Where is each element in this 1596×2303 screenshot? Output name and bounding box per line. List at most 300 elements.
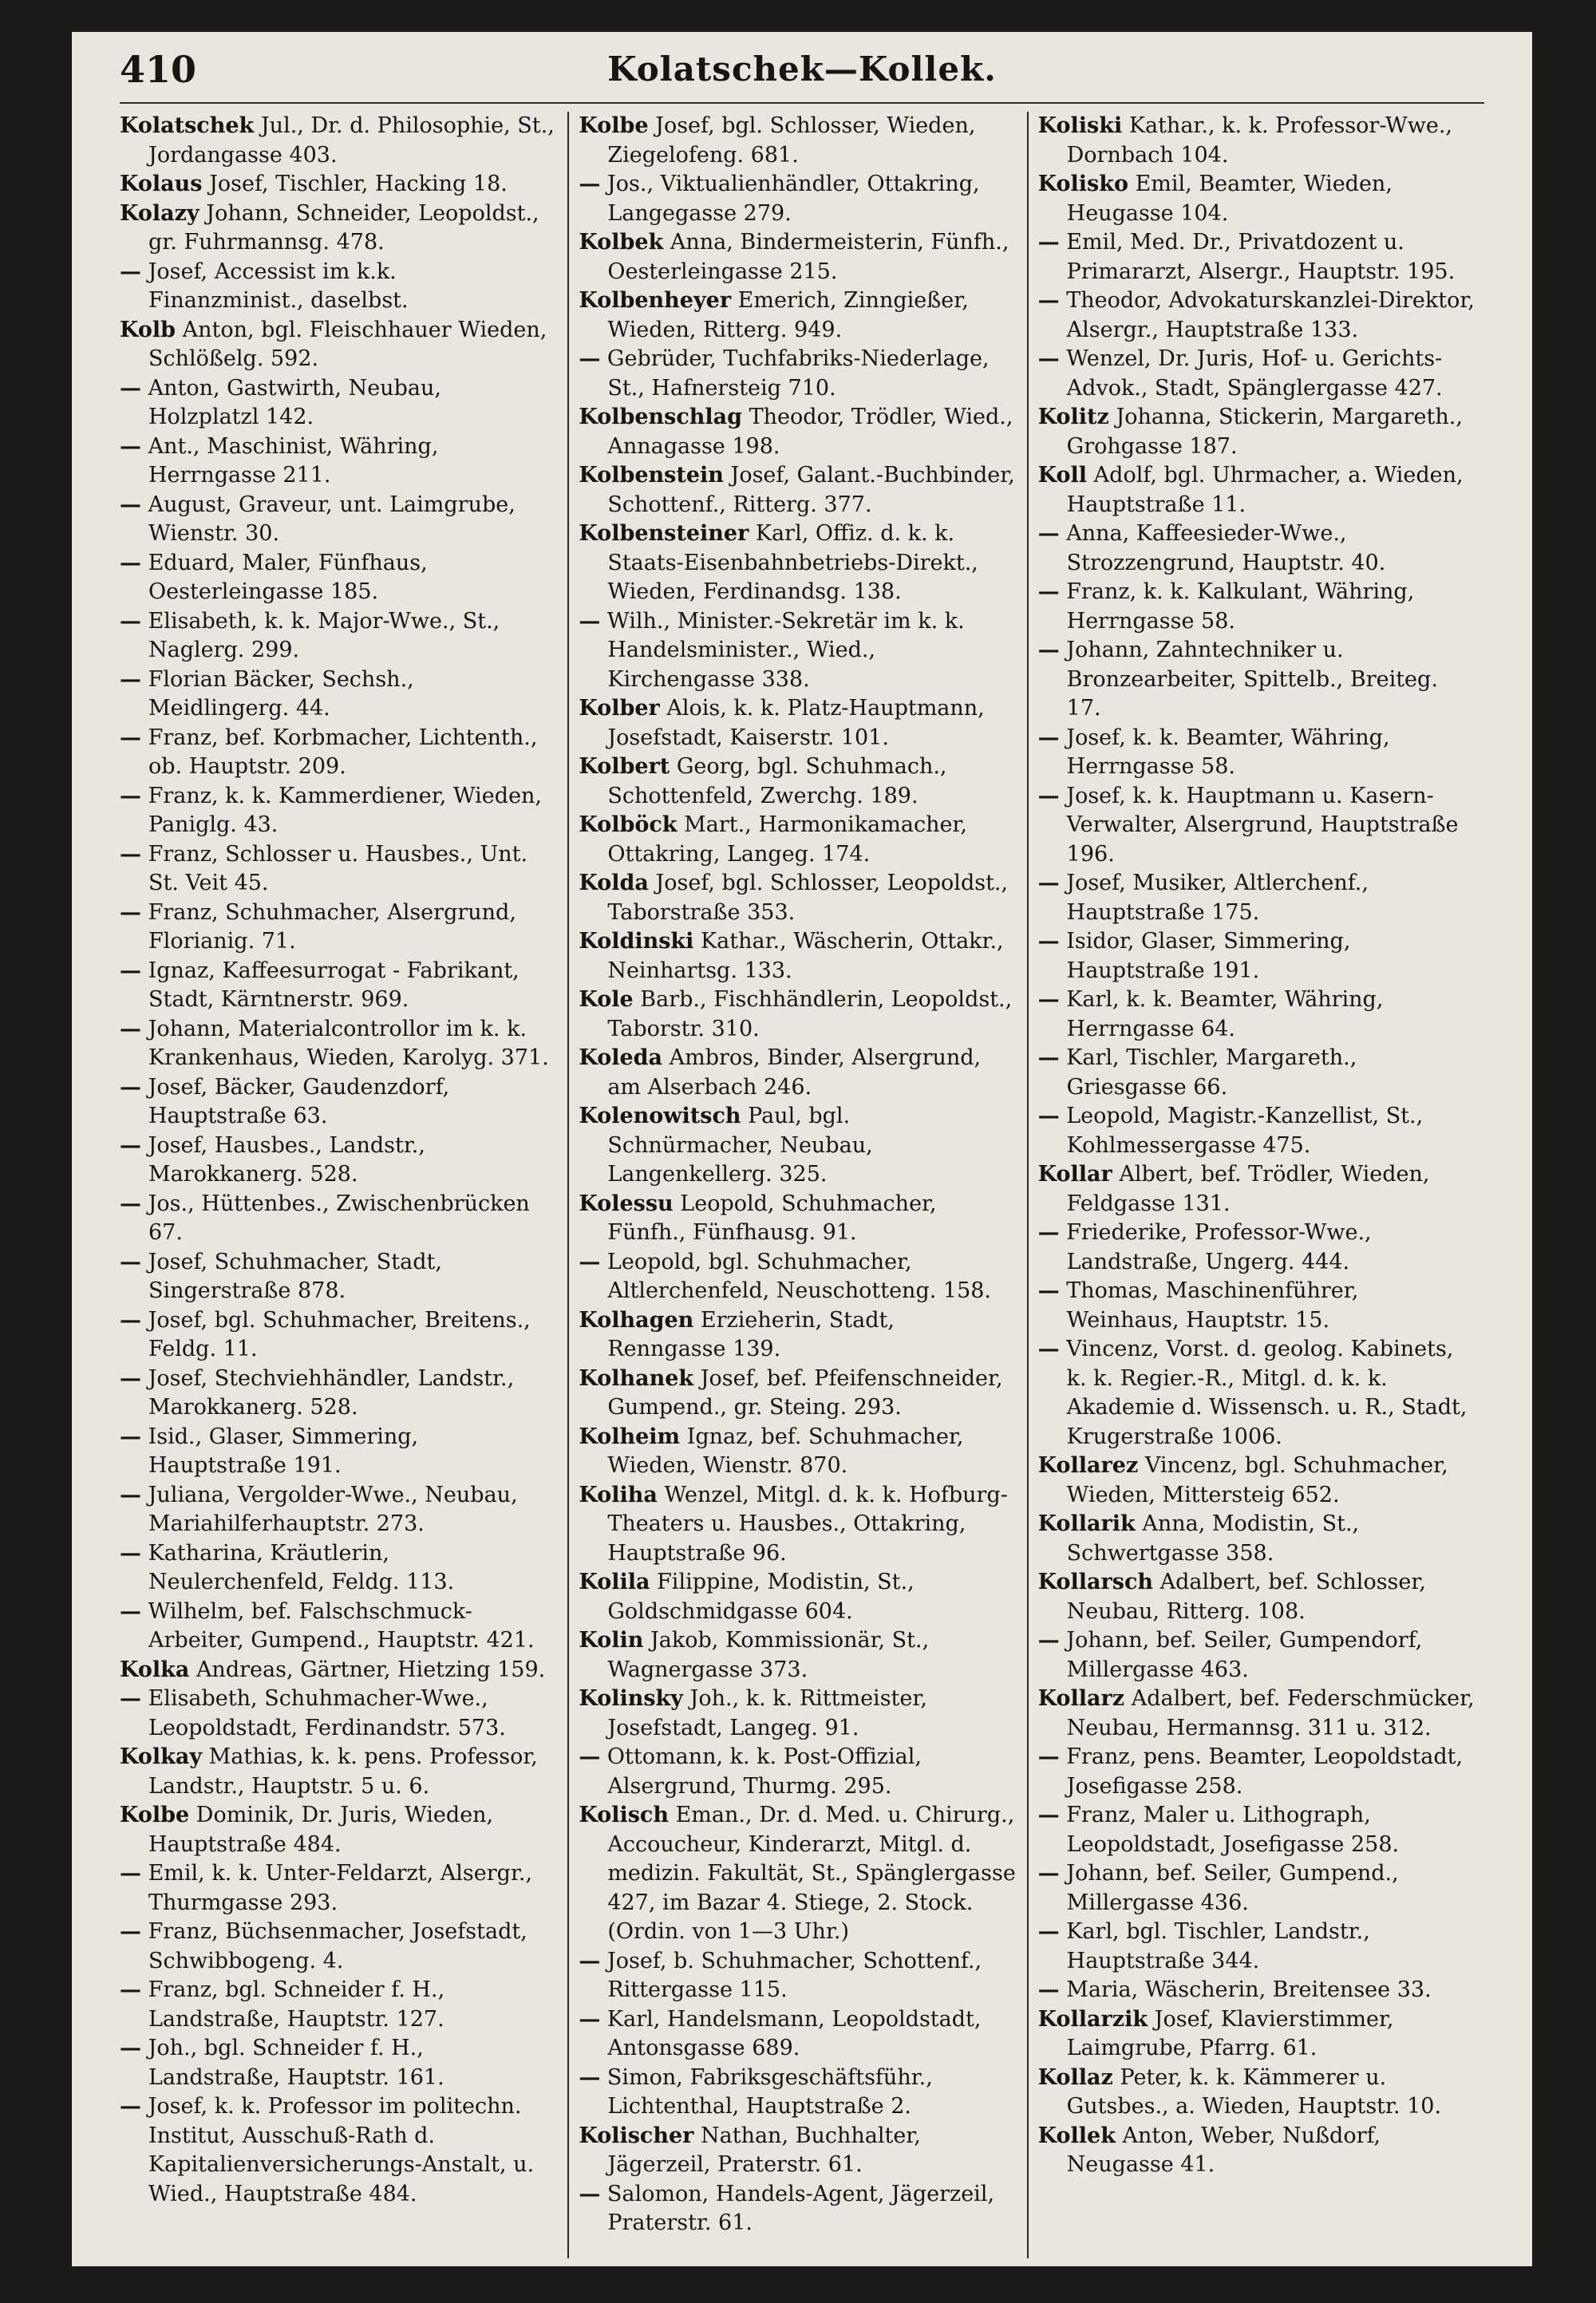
directory-entry [1038, 1743, 1476, 1801]
ditto-dash: — [1037, 1337, 1060, 1361]
entry-details: Josef, bgl. Schuhmacher, Breitens., Feldg. 11. [148, 1307, 531, 1361]
entry-details: Andreas, Gärtner, Hietzing 159. [196, 1657, 546, 1682]
entry-surname: Kollaz [1037, 2064, 1113, 2090]
entry-details: Emil, k. k. Unter-Feldarzt, Alsergr., Thurmgasse 293. [148, 1861, 533, 1915]
entry-details: Josef, Hausbes., Landstr., Marokkanerg. 528. [148, 1132, 425, 1187]
entry-details: Gebrüder, Tuchfabriks-Niederlage, St., Hafnersteig 710. [606, 346, 990, 401]
directory-entry [579, 1190, 1017, 1248]
entry-details: Anna, Kaffeesieder-Wwe., Strozzengrund, Hauptstr. 40. [1066, 521, 1386, 575]
entry-details: Franz, Maler u. Lithograph, Leopoldstadt, Josefigasse 258. [1066, 1803, 1400, 1857]
entry-details: Josef, Stechviehhändler, Landstr., Marokkanerg. 528. [148, 1365, 515, 1420]
entry-details: Ottomann, k. k. Post-Offizial, Alsergrund, Thurmg. 295. [606, 1744, 922, 1799]
directory-entry [120, 491, 558, 549]
entry-details: Jul., Dr. d. Philosophie, St., Jordangasse 403. [148, 113, 555, 168]
entry-details: Friederike, Professor-Wwe., Landstraße, Ungerg. 444. [1066, 1220, 1372, 1274]
entry-details: Georg, bgl. Schuhmach., Schottenfeld, Zwerchg. 189. [607, 754, 947, 808]
entry-details: Kathar., Wäscherin, Ottakr., Neinhartsg. 133. [607, 929, 1004, 983]
entry-details: Franz, bgl. Schneider f. H., Landstraße, Hauptstr. 127. [148, 1977, 445, 2032]
entry-details: Jos., Hüttenbes., Zwischenbrücken 67. [148, 1191, 530, 1245]
entry-details: Johann, bef. Seiler, Gumpend., Millergasse 436. [1066, 1861, 1399, 1915]
entry-details: Johann, bef. Seiler, Gumpendorf, Millergasse 463. [1066, 1628, 1423, 1682]
ditto-dash: — [120, 2036, 141, 2060]
entry-details: Kathar., k. k. Professor-Wwe., Dornbach 104. [1066, 113, 1452, 168]
directory-entry [120, 666, 558, 724]
page-number: 410 [120, 48, 197, 91]
ditto-dash: — [120, 1365, 141, 1391]
directory-entry [579, 1306, 1017, 1365]
directory-entry [1038, 519, 1476, 578]
ditto-dash: — [1037, 1744, 1060, 1769]
entry-details: Vincenz, Vorst. d. geolog. Kabinets, k. k. Regier.-R., Mitgl. d. k. k. Akademie d. Wissensch. u. R., Stadt, Krugerstraße 1006. [1066, 1337, 1468, 1449]
directory-entry [120, 957, 558, 1015]
directory-entry [120, 1656, 558, 1685]
entry-details: Katharina, Kräutlerin, Neulerchenfeld, Feldg. 113. [148, 1540, 455, 1594]
directory-entry [120, 1801, 558, 1859]
directory-entry [1038, 1335, 1476, 1452]
directory-entry [579, 2005, 1017, 2064]
entry-surname: Kolazy [120, 200, 200, 226]
directory-entry [579, 1743, 1017, 1801]
entry-details: Emerich, Zinngießer, Wieden, Ritterg. 949. [607, 288, 969, 342]
directory-entry [120, 1598, 558, 1656]
ditto-dash: — [579, 2181, 601, 2206]
entry-surname: Kolisch [579, 1803, 669, 1827]
directory-entry [1038, 1976, 1476, 2005]
directory-entry [579, 1947, 1017, 2005]
entry-surname: Kolka [120, 1657, 190, 1682]
ditto-dash: — [120, 492, 141, 517]
entry-details: Wilhelm, bef. Falschschmuck-Arbeiter, Gumpend., Hauptstr. 421. [148, 1598, 535, 1653]
directory-entry [579, 345, 1017, 403]
entry-details: Alois, k. k. Platz-Hauptmann, Josefstadt, Kaiserstr. 101. [607, 696, 985, 750]
entry-details: Emil, Beamter, Wieden, Heugasse 104. [1066, 172, 1393, 226]
ditto-dash: — [1037, 638, 1060, 662]
directory-entry [120, 549, 558, 607]
running-head: Kolatschek—Kollek. [607, 49, 997, 89]
entry-details: Isidor, Glaser, Simmering, Hauptstraße 191. [1066, 929, 1351, 983]
directory-entry [1038, 1918, 1476, 1976]
ditto-dash: — [120, 1132, 141, 1158]
entry-details: Anton, Weber, Nußdorf, Neugasse 41. [1066, 2123, 1381, 2177]
directory-entry [579, 170, 1017, 228]
directory-entry [579, 1801, 1017, 1947]
ditto-dash: — [1037, 1220, 1060, 1245]
entry-surname: Kolenowitsch [579, 1104, 741, 1128]
entry-details: Filippine, Modistin, St., Goldschmidgasse 604. [607, 1570, 915, 1624]
entry-details: Maria, Wäscherin, Breitensee 33. [1066, 1977, 1432, 2002]
entry-details: Ant., Maschinist, Währing, Herrngasse 211. [148, 433, 439, 488]
entry-surname: Kolinsky [579, 1686, 683, 1711]
ditto-dash: — [120, 1977, 141, 2002]
ditto-dash: — [579, 172, 601, 196]
directory-entry [579, 986, 1017, 1044]
directory-entry [1038, 1044, 1476, 1102]
entry-details: Johann, Materialcontrollor im k. k. Krankenhaus, Wieden, Karolyg. 371. [148, 1016, 549, 1070]
entry-surname: Kollarsch [1037, 1570, 1154, 1594]
ditto-dash: — [1037, 1919, 1060, 1944]
ditto-dash: — [1037, 1628, 1060, 1653]
entry-details: Ambros, Binder, Alsergrund, am Alserbach 246. [607, 1045, 982, 1100]
ditto-dash: — [1037, 1803, 1060, 1827]
ditto-dash: — [1037, 1104, 1060, 1128]
entry-surname: Kolb [120, 317, 176, 342]
entry-details: Josef, k. k. Beamter, Währing, Herrngasse 58. [1066, 725, 1390, 779]
directory-entry [579, 753, 1017, 811]
directory-entry [579, 519, 1017, 607]
entry-surname: Kollarz [1037, 1686, 1125, 1711]
entry-details: Josef, Klavierstimmer, Laimgrube, Pfarrg. 61. [1066, 2006, 1394, 2060]
entry-details: Joh., k. k. Rittmeister, Josefstadt, Langeg. 91. [607, 1686, 927, 1740]
entry-details: Wilh., Minister.-Sekretär im k. k. Handelsminister., Wied., Kirchengasse 338. [606, 608, 965, 692]
entry-details: Franz, k. k. Kammerdiener, Wieden, Paniglg. 43. [148, 783, 543, 837]
entry-details: Joh., bgl. Schneider f. H., Landstraße, Hauptstr. 161. [148, 2036, 444, 2090]
directory-entry [120, 1859, 558, 1918]
directory-entry [579, 694, 1017, 753]
directory-entry [579, 927, 1017, 986]
entry-details: Theodor, Advokaturskanzlei-Direktor, Alsergr., Hauptstraße 133. [1066, 288, 1475, 342]
entry-surname: Kolhanek [579, 1365, 694, 1391]
directory-entry [1038, 1685, 1476, 1743]
ditto-dash: — [120, 666, 141, 692]
directory-entry [120, 899, 558, 957]
directory-entry [1038, 986, 1476, 1044]
entry-details: Emil, Med. Dr., Privatdozent u. Primararzt, Alsergr., Hauptstr. 195. [1066, 230, 1456, 284]
ditto-dash: — [1037, 1278, 1060, 1303]
entry-surname: Kolbenschlag [579, 405, 743, 429]
directory-entry [120, 1248, 558, 1306]
entry-details: Franz, pens. Beamter, Leopoldstadt, Josefigasse 258. [1066, 1744, 1464, 1799]
directory-entry [120, 840, 558, 899]
directory-entry [579, 2122, 1017, 2180]
directory-entry [1038, 345, 1476, 403]
ditto-dash: — [120, 1598, 141, 1624]
entry-details: Josef, b. Schuhmacher, Schottenf., Rittergasse 115. [606, 1948, 982, 2002]
ditto-dash: — [120, 1249, 141, 1274]
entry-details: Ignaz, bef. Schuhmacher, Wieden, Wienstr. 870. [607, 1424, 964, 1478]
entry-details: Johann, Schneider, Leopoldst., gr. Fuhrmannsg. 478. [148, 200, 539, 255]
directory-entry [120, 1685, 558, 1743]
entry-details: Leopold, bgl. Schuhmacher, Altlerchenfeld, Neuschotteng. 158. [606, 1249, 992, 1303]
ditto-dash: — [579, 608, 601, 634]
directory-entry [1038, 782, 1476, 870]
entry-details: Simon, Fabriksgeschäftsführ., Lichtenthal, Hauptstraße 2. [606, 2064, 933, 2119]
entry-surname: Kolbensteiner [579, 521, 749, 546]
ditto-dash: — [579, 2064, 601, 2090]
ditto-dash: — [120, 608, 141, 634]
entry-details: August, Graveur, unt. Laimgrube, Wienstr. 30. [148, 492, 516, 546]
entry-surname: Kollarez [1037, 1453, 1139, 1478]
entry-details: Leopold, Schuhmacher, Fünfh., Fünfhausg. 91. [607, 1191, 937, 1245]
directory-entry [120, 170, 558, 199]
entry-surname: Kole [579, 987, 634, 1012]
directory-entry [120, 782, 558, 840]
entry-details: Jos., Viktualienhändler, Ottakring, Langegasse 279. [606, 172, 980, 226]
entry-details: Theodor, Trödler, Wied., Annagasse 198. [607, 405, 1013, 459]
entry-details: Leopold, Magistr.-Kanzellist, St., Kohlmessergasse 475. [1066, 1104, 1424, 1158]
entry-details: Wenzel, Dr. Juris, Hof- u. Gerichts-Advok., Stadt, Spänglergasse 427. [1066, 346, 1443, 401]
entry-surname: Kolbek [579, 230, 664, 255]
entry-details: Josef, Tischler, Hacking 18. [209, 172, 508, 196]
ditto-dash: — [120, 1540, 141, 1566]
entry-details: Karl, bgl. Tischler, Landstr., Hauptstraße 344. [1066, 1919, 1370, 1973]
entry-details: Erzieherin, Stadt, Renngasse 139. [607, 1307, 895, 1361]
ditto-dash: — [1037, 346, 1060, 371]
entry-surname: Kolbert [579, 754, 670, 779]
entry-details: Salomon, Handels-Agent, Jägerzeil, Praterstr. 61. [606, 2181, 995, 2235]
directory-entry [579, 1248, 1017, 1306]
directory-entry [579, 403, 1017, 461]
directory-page [72, 32, 1532, 2266]
directory-entry [1038, 1277, 1476, 1335]
entry-details: Elisabeth, k. k. Major-Wwe., St., Naglerg. 299. [148, 608, 500, 662]
entry-details: Florian Bäcker, Sechsh., Meidlingerg. 44. [148, 666, 414, 721]
entry-surname: Kolbe [120, 1803, 190, 1827]
entry-details: Franz, Schlosser u. Hausbes., Unt. St. Veit 45. [148, 841, 528, 895]
ditto-dash: — [1037, 725, 1060, 750]
entry-details: Anton, Gastwirth, Neubau, Holzplatzl 142. [148, 375, 441, 429]
entry-details: Anton, bgl. Fleischhauer Wieden, Schlößelg. 592. [148, 317, 547, 371]
entry-surname: Koliha [579, 1482, 658, 1507]
directory-entry [120, 1015, 558, 1073]
directory-entry [579, 112, 1017, 170]
directory-entry [579, 1044, 1017, 1102]
ditto-dash: — [1037, 288, 1060, 313]
directory-entry [1038, 1568, 1476, 1626]
entry-details: Karl, Tischler, Margareth., Griesgasse 66. [1066, 1045, 1357, 1100]
directory-entry [1038, 2005, 1476, 2064]
directory-entry [120, 1481, 558, 1539]
directory-entry [120, 2034, 558, 2092]
directory-entry [579, 1365, 1017, 1423]
ditto-dash: — [120, 1919, 141, 1944]
entry-details: Josef, bef. Pfeifenschneider, Gumpend., gr. Steing. 293. [607, 1365, 1003, 1420]
entry-details: Adalbert, bef. Schlosser, Neubau, Ritterg. 108. [1066, 1570, 1426, 1624]
entry-surname: Kolböck [579, 812, 678, 837]
page-header [120, 38, 1484, 104]
entry-details: Karl, Offiz. d. k. k. Staats-Eisenbahnbetriebs-Direkt., Wieden, Ferdinandsg. 138. [607, 521, 978, 604]
ditto-dash: — [120, 783, 141, 808]
entry-details: Josef, k. k. Professor im politechn. Institut, Ausschuß-Rath d. Kapitalienversicherungs-Anstalt, u. Wied., Hauptstraße 484. [148, 2094, 535, 2206]
entry-surname: Kolbenheyer [579, 288, 732, 313]
ditto-dash: — [120, 1861, 141, 1886]
entry-details: Nathan, Buchhalter, Jägerzeil, Praterstr. 61. [607, 2123, 921, 2177]
directory-entry [1038, 170, 1476, 228]
directory-entry [120, 112, 558, 170]
entry-details: Josef, Musiker, Altlerchenf., Hauptstraße 175. [1066, 871, 1369, 925]
entry-surname: Kolischer [579, 2123, 694, 2148]
entry-details: Vincenz, bgl. Schuhmacher, Wieden, Mittersteig 652. [1066, 1453, 1448, 1507]
entry-surname: Kollar [1037, 1162, 1112, 1187]
entry-surname: Kolbe [579, 113, 649, 138]
directory-entry [1038, 2064, 1476, 2122]
directory-entry [120, 1743, 558, 1801]
directory-entry [1038, 112, 1476, 170]
entry-surname: Kolila [579, 1570, 650, 1594]
entry-details: Isid., Glaser, Simmering, Hauptstraße 191. [148, 1424, 419, 1478]
directory-entry [120, 374, 558, 433]
entry-details: Karl, Handelsmann, Leopoldstadt, Antonsgasse 689. [606, 2006, 982, 2060]
directory-entry [120, 1132, 558, 1190]
entry-surname: Kolbenstein [579, 463, 724, 488]
entry-surname: Kolhagen [579, 1307, 694, 1333]
entry-details: Johanna, Stickerin, Margareth., Grohgasse 187. [1066, 405, 1463, 459]
ditto-dash: — [579, 1948, 601, 1973]
directory-entry [579, 286, 1017, 345]
directory-entry [1038, 1160, 1476, 1219]
directory-entry [120, 724, 558, 782]
ditto-dash: — [579, 1249, 601, 1274]
directory-entry [1038, 578, 1476, 636]
entry-details: Thomas, Maschinenführer, Weinhaus, Hauptstr. 15. [1066, 1278, 1359, 1333]
entry-surname: Kollek [1037, 2123, 1116, 2148]
entry-surname: Kollarzik [1037, 2006, 1148, 2032]
directory-entry [120, 1539, 558, 1598]
column-3 [1027, 112, 1486, 2258]
directory-entry [1038, 1452, 1476, 1510]
entry-details: Eman., Dr. d. Med. u. Chirurg., Accoucheur, Kinderarzt, Mitgl. d. medizin. Fakultät, St., Spänglergasse 427, im Bazar 4. Stiege, 2. Stock. (Ordin. von 1—3 Uhr.) [607, 1803, 1016, 1944]
directory-entry [1038, 927, 1476, 986]
ditto-dash: — [1037, 1861, 1060, 1886]
ditto-dash: — [1037, 521, 1060, 546]
directory-entry [1038, 724, 1476, 782]
directory-entry [579, 1626, 1017, 1685]
directory-entry [579, 1685, 1017, 1743]
ditto-dash: — [1037, 230, 1060, 255]
directory-entry [1038, 636, 1476, 724]
entry-surname: Kolessu [579, 1191, 674, 1216]
entry-details: Peter, k. k. Kämmerer u. Gutsbes., a. Wieden, Hauptstr. 10. [1066, 2064, 1442, 2119]
directory-entry [120, 1918, 558, 1976]
directory-entry [1038, 1801, 1476, 1859]
entry-surname: Koleda [579, 1045, 663, 1070]
directory-entry [579, 1568, 1017, 1626]
ditto-dash: — [120, 259, 141, 284]
directory-entry [120, 258, 558, 316]
entry-surname: Koldinski [579, 929, 694, 954]
entry-details: Mart., Harmonikamacher, Ottakring, Langeg. 174. [607, 812, 967, 867]
entry-surname: Koliski [1037, 113, 1123, 138]
ditto-dash: — [120, 1074, 141, 1100]
ditto-dash: — [1037, 579, 1060, 604]
ditto-dash: — [120, 841, 141, 867]
entry-details: Albert, bef. Trödler, Wieden, Feldgasse 131. [1066, 1162, 1430, 1216]
directory-entry [579, 1481, 1017, 1569]
directory-entry [120, 607, 558, 666]
entry-details: Josef, Accessist im k.k. Finanzminist., daselbst. [148, 259, 409, 313]
entry-surname: Kollarik [1037, 1511, 1136, 1536]
ditto-dash: — [120, 1686, 141, 1711]
entry-details: Wenzel, Mitgl. d. k. k. Hofburg-Theaters u. Hausbes., Ottakring, Hauptstraße 96. [607, 1482, 1008, 1566]
entry-details: Jakob, Kommissionär, St., Wagnergasse 373. [607, 1628, 930, 1682]
ditto-dash: — [120, 550, 141, 575]
directory-entry [120, 1073, 558, 1132]
directory-entry [1038, 228, 1476, 286]
directory-entry [579, 2064, 1017, 2122]
ditto-dash: — [120, 2094, 141, 2119]
directory-entry [1038, 1626, 1476, 1685]
ditto-dash: — [579, 1744, 601, 1769]
directory-entry [1038, 461, 1476, 519]
entry-surname: Kolitz [1037, 405, 1109, 429]
entry-surname: Kolda [579, 871, 649, 895]
entry-details: Franz, bef. Korbmacher, Lichtenth., ob. Hauptstr. 209. [148, 725, 538, 779]
ditto-dash: — [1037, 871, 1060, 895]
ditto-dash: — [120, 433, 141, 459]
directory-entry [120, 1190, 558, 1248]
entry-details: Josef, Galant.-Buchbinder, Schottenf., Ritterg. 377. [607, 463, 1015, 517]
ditto-dash: — [120, 958, 141, 983]
entry-details: Franz, Büchsenmacher, Josefstadt, Schwibbogeng. 4. [148, 1919, 527, 1973]
entry-details: Anna, Modistin, St., Schwertgasse 358. [1066, 1511, 1360, 1566]
directory-entry [120, 1306, 558, 1365]
directory-entry [579, 1423, 1017, 1481]
entry-details: Adolf, bgl. Uhrmacher, a. Wieden, Hauptstraße 11. [1066, 463, 1464, 517]
entry-details: Josef, Schuhmacher, Stadt, Singerstraße 878. [148, 1249, 442, 1303]
directory-entry [1038, 1859, 1476, 1918]
entry-details: Anna, Bindermeisterin, Fünfh., Oesterleingasse 215. [607, 230, 1009, 284]
directory-entry [1038, 1102, 1476, 1160]
directory-entry [120, 1423, 558, 1481]
entry-surname: Kolisko [1037, 172, 1128, 196]
directory-entry [1038, 1219, 1476, 1277]
entry-details: Franz, Schuhmacher, Alsergrund, Florianig. 71. [148, 899, 516, 954]
ditto-dash: — [1037, 1977, 1060, 2002]
entry-details: Josef, bgl. Schlosser, Wieden, Ziegelofeng. 681. [607, 113, 976, 168]
ditto-dash: — [1037, 1045, 1060, 1070]
entry-details: Barb., Fischhändlerin, Leopoldst., Taborstr. 310. [607, 987, 1013, 1041]
directory-entry [579, 607, 1017, 695]
ditto-dash: — [579, 2006, 601, 2032]
column-1 [120, 112, 567, 2258]
ditto-dash: — [120, 1016, 141, 1041]
ditto-dash: — [1037, 987, 1060, 1012]
directory-entry [120, 199, 558, 258]
ditto-dash: — [120, 1307, 141, 1333]
ditto-dash: — [120, 725, 141, 750]
entry-details: Josef, Bäcker, Gaudenzdorf, Hauptstraße 63. [148, 1074, 450, 1128]
entry-details: Dominik, Dr. Juris, Wieden, Hauptstraße 484. [148, 1803, 494, 1857]
entry-details: Elisabeth, Schuhmacher-Wwe., Leopoldstadt, Ferdinandstr. 573. [148, 1686, 506, 1740]
entry-surname: Kolin [579, 1628, 644, 1653]
entry-details: Ignaz, Kaffeesurrogat - Fabrikant, Stadt, Kärntnerstr. 969. [148, 958, 519, 1012]
ditto-dash: — [120, 899, 141, 925]
ditto-dash: — [579, 346, 601, 371]
entry-details: Karl, k. k. Beamter, Währing, Herrngasse 64. [1066, 987, 1384, 1041]
directory-entry [120, 1365, 558, 1423]
entry-surname: Kolaus [120, 172, 203, 196]
entry-details: Paul, bgl. Schnürmacher, Neubau, Langenkellerg. 325. [607, 1104, 873, 1187]
directory-entry [579, 869, 1017, 927]
directory-entry [120, 316, 558, 374]
column-2 [567, 112, 1026, 2258]
entry-details: Johann, Zahntechniker u. Bronzearbeiter, Spittelb., Breiteg. 17. [1066, 638, 1438, 721]
directory-entry [120, 433, 558, 491]
directory-entry [579, 461, 1017, 519]
directory-entry [1038, 2122, 1476, 2180]
entry-surname: Koll [1037, 463, 1088, 488]
directory-entry [120, 2092, 558, 2209]
entry-details: Josef, bgl. Schlosser, Leopoldst., Taborstraße 353. [607, 871, 1009, 925]
ditto-dash: — [120, 375, 141, 401]
entry-surname: Kolber [579, 696, 660, 721]
entry-surname: Kolatschek [120, 113, 255, 138]
entry-surname: Kolkay [120, 1744, 203, 1769]
directory-entry [579, 228, 1017, 286]
ditto-dash: — [1037, 783, 1060, 808]
entry-details: Franz, k. k. Kalkulant, Währing, Herrngasse 58. [1066, 579, 1415, 634]
directory-entry [579, 2180, 1017, 2238]
entry-details: Eduard, Maler, Fünfhaus, Oesterleingasse 185. [148, 550, 428, 604]
